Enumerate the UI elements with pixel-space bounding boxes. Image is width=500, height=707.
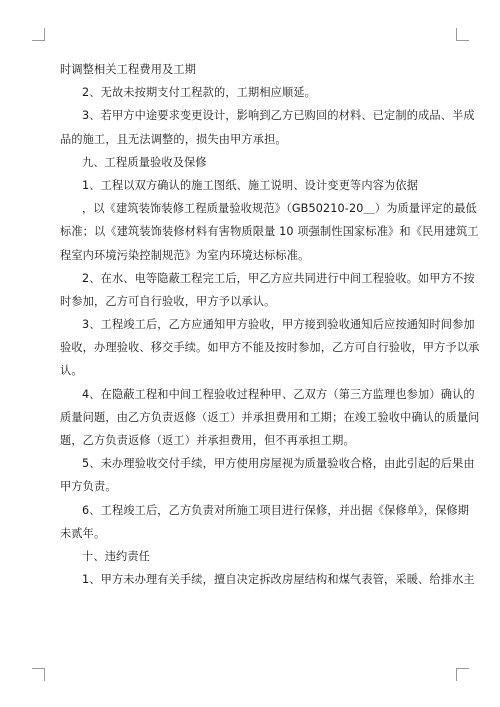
text-line: 认。 <box>60 364 83 378</box>
text-line: 2、在水、电等隐蔽工程完工后，甲乙方应共同进行中间工程验收。如甲方不按 <box>82 271 475 285</box>
text-line: 未贰年。 <box>60 526 106 540</box>
text-line: 时调整相关工程费用及工期 <box>60 63 197 76</box>
text-line: 1、甲方未办理有关手续，擅自决定拆改房屋结构和煤气表管，采暖、给排水主 <box>82 573 475 587</box>
text-line: 甲方负责。 <box>60 480 117 494</box>
text-line: 5、未办理验收交付手续，甲方使用房屋视为质量验收合格，由此引起的后果由 <box>82 457 475 471</box>
text-line: 6、工程竣工后，乙方负责对所施工项目进行保修，并出据《保修单》，保修期 <box>82 503 470 517</box>
text-line: 1、工程以双方确认的施工图纸、施工说明、设计变更等内容为依据 <box>82 178 419 192</box>
text-line: 3、若甲方中途要求变更设计，影响到乙方已购回的材料、已定制的成品、半成 <box>82 109 475 123</box>
text-line: 3、工程竣工后，乙方应通知甲方验收，甲方接到验收通知后应按通知时间参加 <box>82 318 475 332</box>
crop-mark-top-right <box>456 28 469 41</box>
contract-body-text <box>60 58 480 591</box>
section-heading-liability: 十、违约责任 <box>82 549 151 563</box>
text-line: 题，乙方负责返修（返工）并承担费用，但不再承担工期。 <box>60 434 355 447</box>
text-line: 质量问题，由乙方负责返修（返工）并承担费用和工期；在竣工验收中确认的质量问 <box>60 410 480 424</box>
text-line: 标准；以《建筑装饰装修材料有害物质限量 10 项强制性国家标准》和《民用建筑工 <box>60 225 479 239</box>
text-line: 4、在隐蔽工程和中间工程验收过程种甲、乙双方（第三方监理也参加）确认的 <box>82 387 475 401</box>
section-heading-quality: 九、工程质量验收及保修 <box>82 155 207 169</box>
text-line: 验收，办理验收、移交手续。如甲方不能及按时参加，乙方可自行验收，甲方予以承 <box>60 341 480 355</box>
crop-mark-bottom-right <box>456 668 469 681</box>
text-line: 品的施工，且无法调整的，损失由甲方承担。 <box>60 132 287 146</box>
crop-mark-bottom-left <box>32 668 45 681</box>
text-line: 时参加，乙方可自行验收，甲方予以承认。 <box>60 294 276 308</box>
text-line: 程室内环境污染控制规范》为室内环境达标标准。 <box>60 248 310 262</box>
text-line: 2、无故未按期支付工程款的，工期相应顺延。 <box>82 86 317 100</box>
crop-mark-top-left <box>32 28 45 41</box>
text-line: ，以《建筑装饰装修工程质量验收规范》（GB50210-20＿）为质量评定的最低 <box>82 202 477 216</box>
